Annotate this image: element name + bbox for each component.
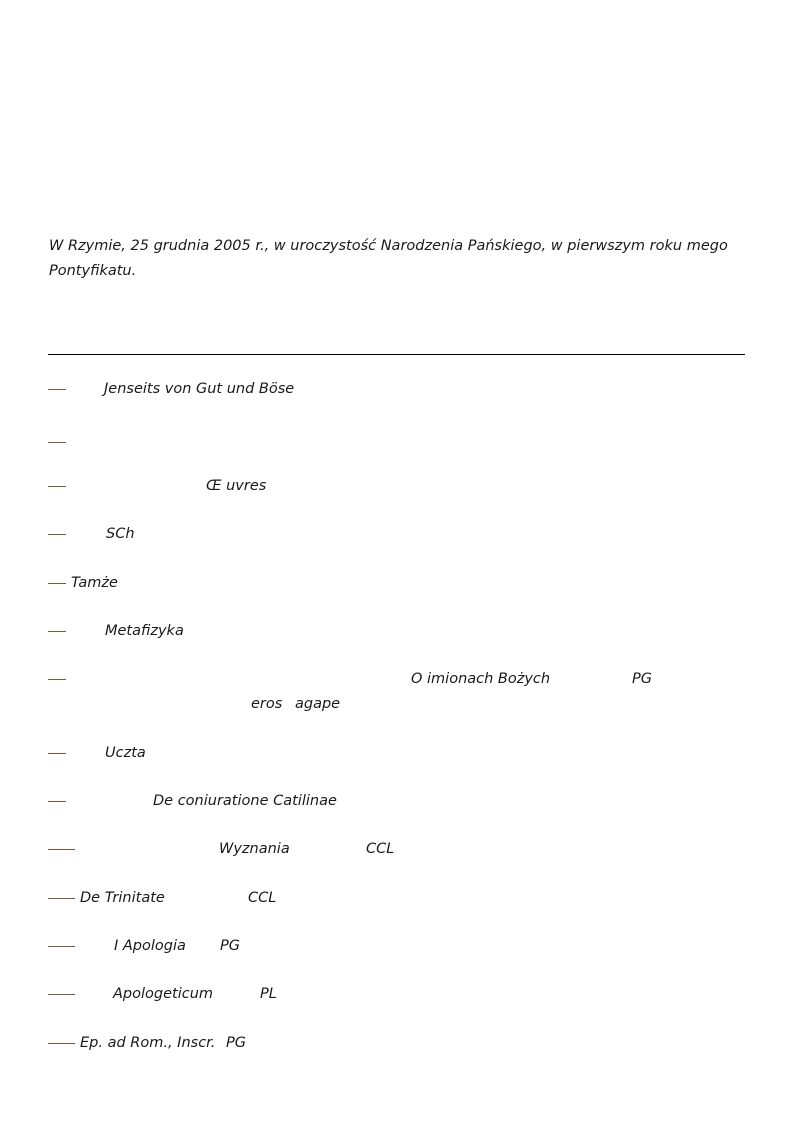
footnote-text: Jenseits von Gut und Böse [104,381,295,397]
footnote-marker [48,1043,75,1044]
footnote-marker [48,801,66,802]
footnote-marker [48,442,66,443]
footnote-text: PG [226,1035,246,1051]
footnote-text: CCL [248,890,277,906]
footnote-text: PG [632,671,652,687]
footnote-text: Ep. ad Rom., Inscr. [80,1035,216,1051]
footnote-marker [48,486,66,487]
footnote-marker [48,534,66,535]
footnote-text: Œ uvres [206,478,267,494]
footnote-text: I Apologia [114,938,186,954]
footnote-marker [48,679,66,680]
footnote-marker [48,389,66,390]
footnote-text: De Trinitate [80,890,165,906]
footnote-text: Apologeticum [113,986,214,1002]
footnote-marker [48,849,75,850]
footnote-marker [48,994,75,995]
footnote-text: CCL [366,841,395,857]
footnote-marker [48,583,66,584]
footnote-separator [48,354,745,355]
footnote-text: PG [220,938,240,954]
footnote-text: O imionach Bożych [411,671,551,687]
footnote-text: PL [260,986,277,1002]
footnote-marker [48,946,75,947]
footnote-marker [48,753,66,754]
footnote-text: eros [251,696,283,712]
footnote-marker [48,631,66,632]
footnote-text: Uczta [105,745,146,761]
footnote-marker [48,898,75,899]
closing-paragraph: W Rzymie, 25 grudnia 2005 r., w uroczystość Narodzenia Pańskiego, w pierwszym roku mego Pontyfikatu. [49,238,728,279]
footnote-text: agape [295,696,341,712]
footnote-text: Wyznania [219,841,290,857]
footnote-text: Metafizyka [105,623,184,639]
footnote-text: Tamże [71,575,118,591]
footnote-text: SCh [106,526,135,542]
footnote-text: De coniuratione Catilinae [153,793,337,809]
